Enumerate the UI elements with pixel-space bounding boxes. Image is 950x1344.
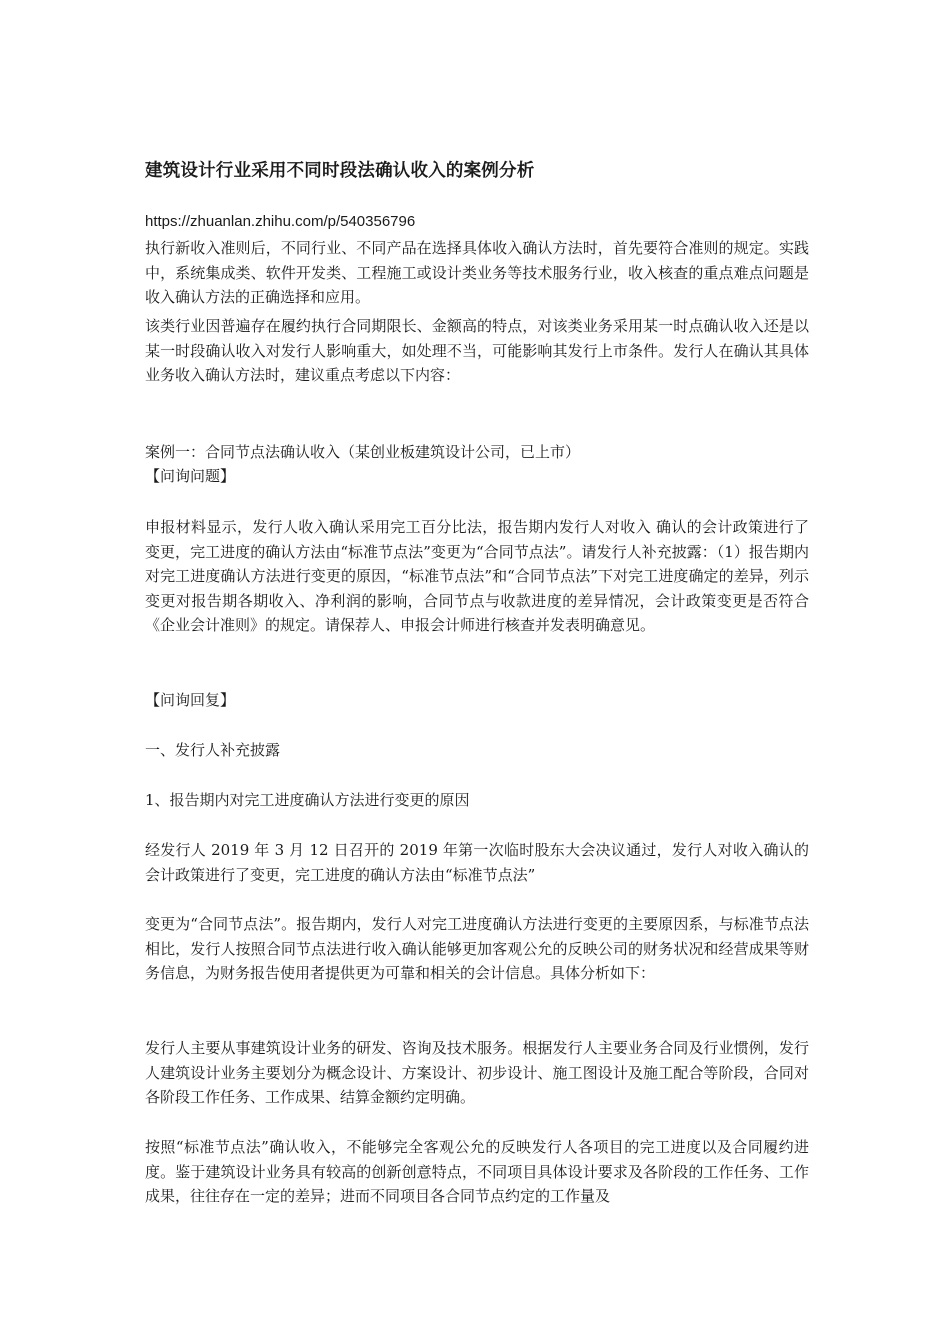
inquiry-label: 【问询问题】 <box>145 467 236 485</box>
intro-paragraph-2: 该类行业因普遍存在履约执行合同期限长、金额高的特点，对该类业务采用某一时点确认收入还是以某一时段确认收入对发行人影响重大，如处理不当，可能影响其发行上市条件。发行人在确认其具体业务收入确认方法时，建议重点考虑以下内容： <box>145 317 809 384</box>
case-title: 案例一：合同节点法确认收入（某创业板建筑设计公司，已上市） <box>145 443 581 461</box>
body-paragraph-2: 变更为“合同节点法”。报告期内，发行人对完工进度确认方法进行变更的主要原因系，与标准节点法相比，发行人按照合同节点法进行收入确认能够更加客观公允的反映公司的财务状况和经营成果等财务信息，为财务报告使用者提供更为可靠和相关的会计信息。具体分析如下： <box>145 915 809 982</box>
section-heading: 一、发行人补充披露 <box>145 741 281 759</box>
subsection-heading: 1、报告期内对完工进度确认方法进行变更的原因 <box>145 791 470 809</box>
source-url: https://zhuanlan.zhihu.com/p/540356796 <box>145 213 416 230</box>
body-paragraph-1: 经发行人 2019 年 3 月 12 日召开的 2019 年第一次临时股东大会决议通过，发行人对收入确认的会计政策进行了变更，完工进度的确认方法由“标准节点法” <box>145 841 809 884</box>
body-paragraph-4: 按照“标准节点法”确认收入，不能够完全客观公允的反映发行人各项目的完工进度以及合同履约进度。鉴于建筑设计业务具有较高的创新创意特点，不同项目具体设计要求及各阶段的工作任务、工作成果，往往存在一定的差异；进而不同项目各合同节点约定的工作量及 <box>145 1138 809 1205</box>
reply-label: 【问询回复】 <box>145 691 236 709</box>
body-paragraph-3: 发行人主要从事建筑设计业务的研发、咨询及技术服务。根据发行人主要业务合同及行业惯例，发行人建筑设计业务主要划分为概念设计、方案设计、初步设计、施工图设计及施工配合等阶段，合同对各阶段工作任务、工作成果、结算金额约定明确。 <box>145 1039 809 1106</box>
inquiry-text: 申报材料显示，发行人收入确认采用完工百分比法，报告期内发行人对收入 确认的会计政策进行了变更，完工进度的确认方法由“标准节点法”变更为“合同节点法”。请发行人补充披露：（1）报告期内对完工进度确认方法进行变更的原因，“标准节点法”和“合同节点法”下对完工进度确定的差异，列示变更对报告期各期收入、净利润的影响，合同节点与收款进度的差异情况，会计政策变更是否符合《企业会计准则》的规定。请保荐人、申报会计师进行核查并发表明确意见。 <box>145 518 809 634</box>
intro-paragraph-1: 执行新收入准则后，不同行业、不同产品在选择具体收入确认方法时，首先要符合准则的规定。实践中，系统集成类、软件开发类、工程施工或设计类业务等技术服务行业，收入核查的重点难点问题是收入确认方法的正确选择和应用。 <box>145 239 809 306</box>
page-title: 建筑设计行业采用不同时段法确认收入的案例分析 <box>145 161 535 181</box>
